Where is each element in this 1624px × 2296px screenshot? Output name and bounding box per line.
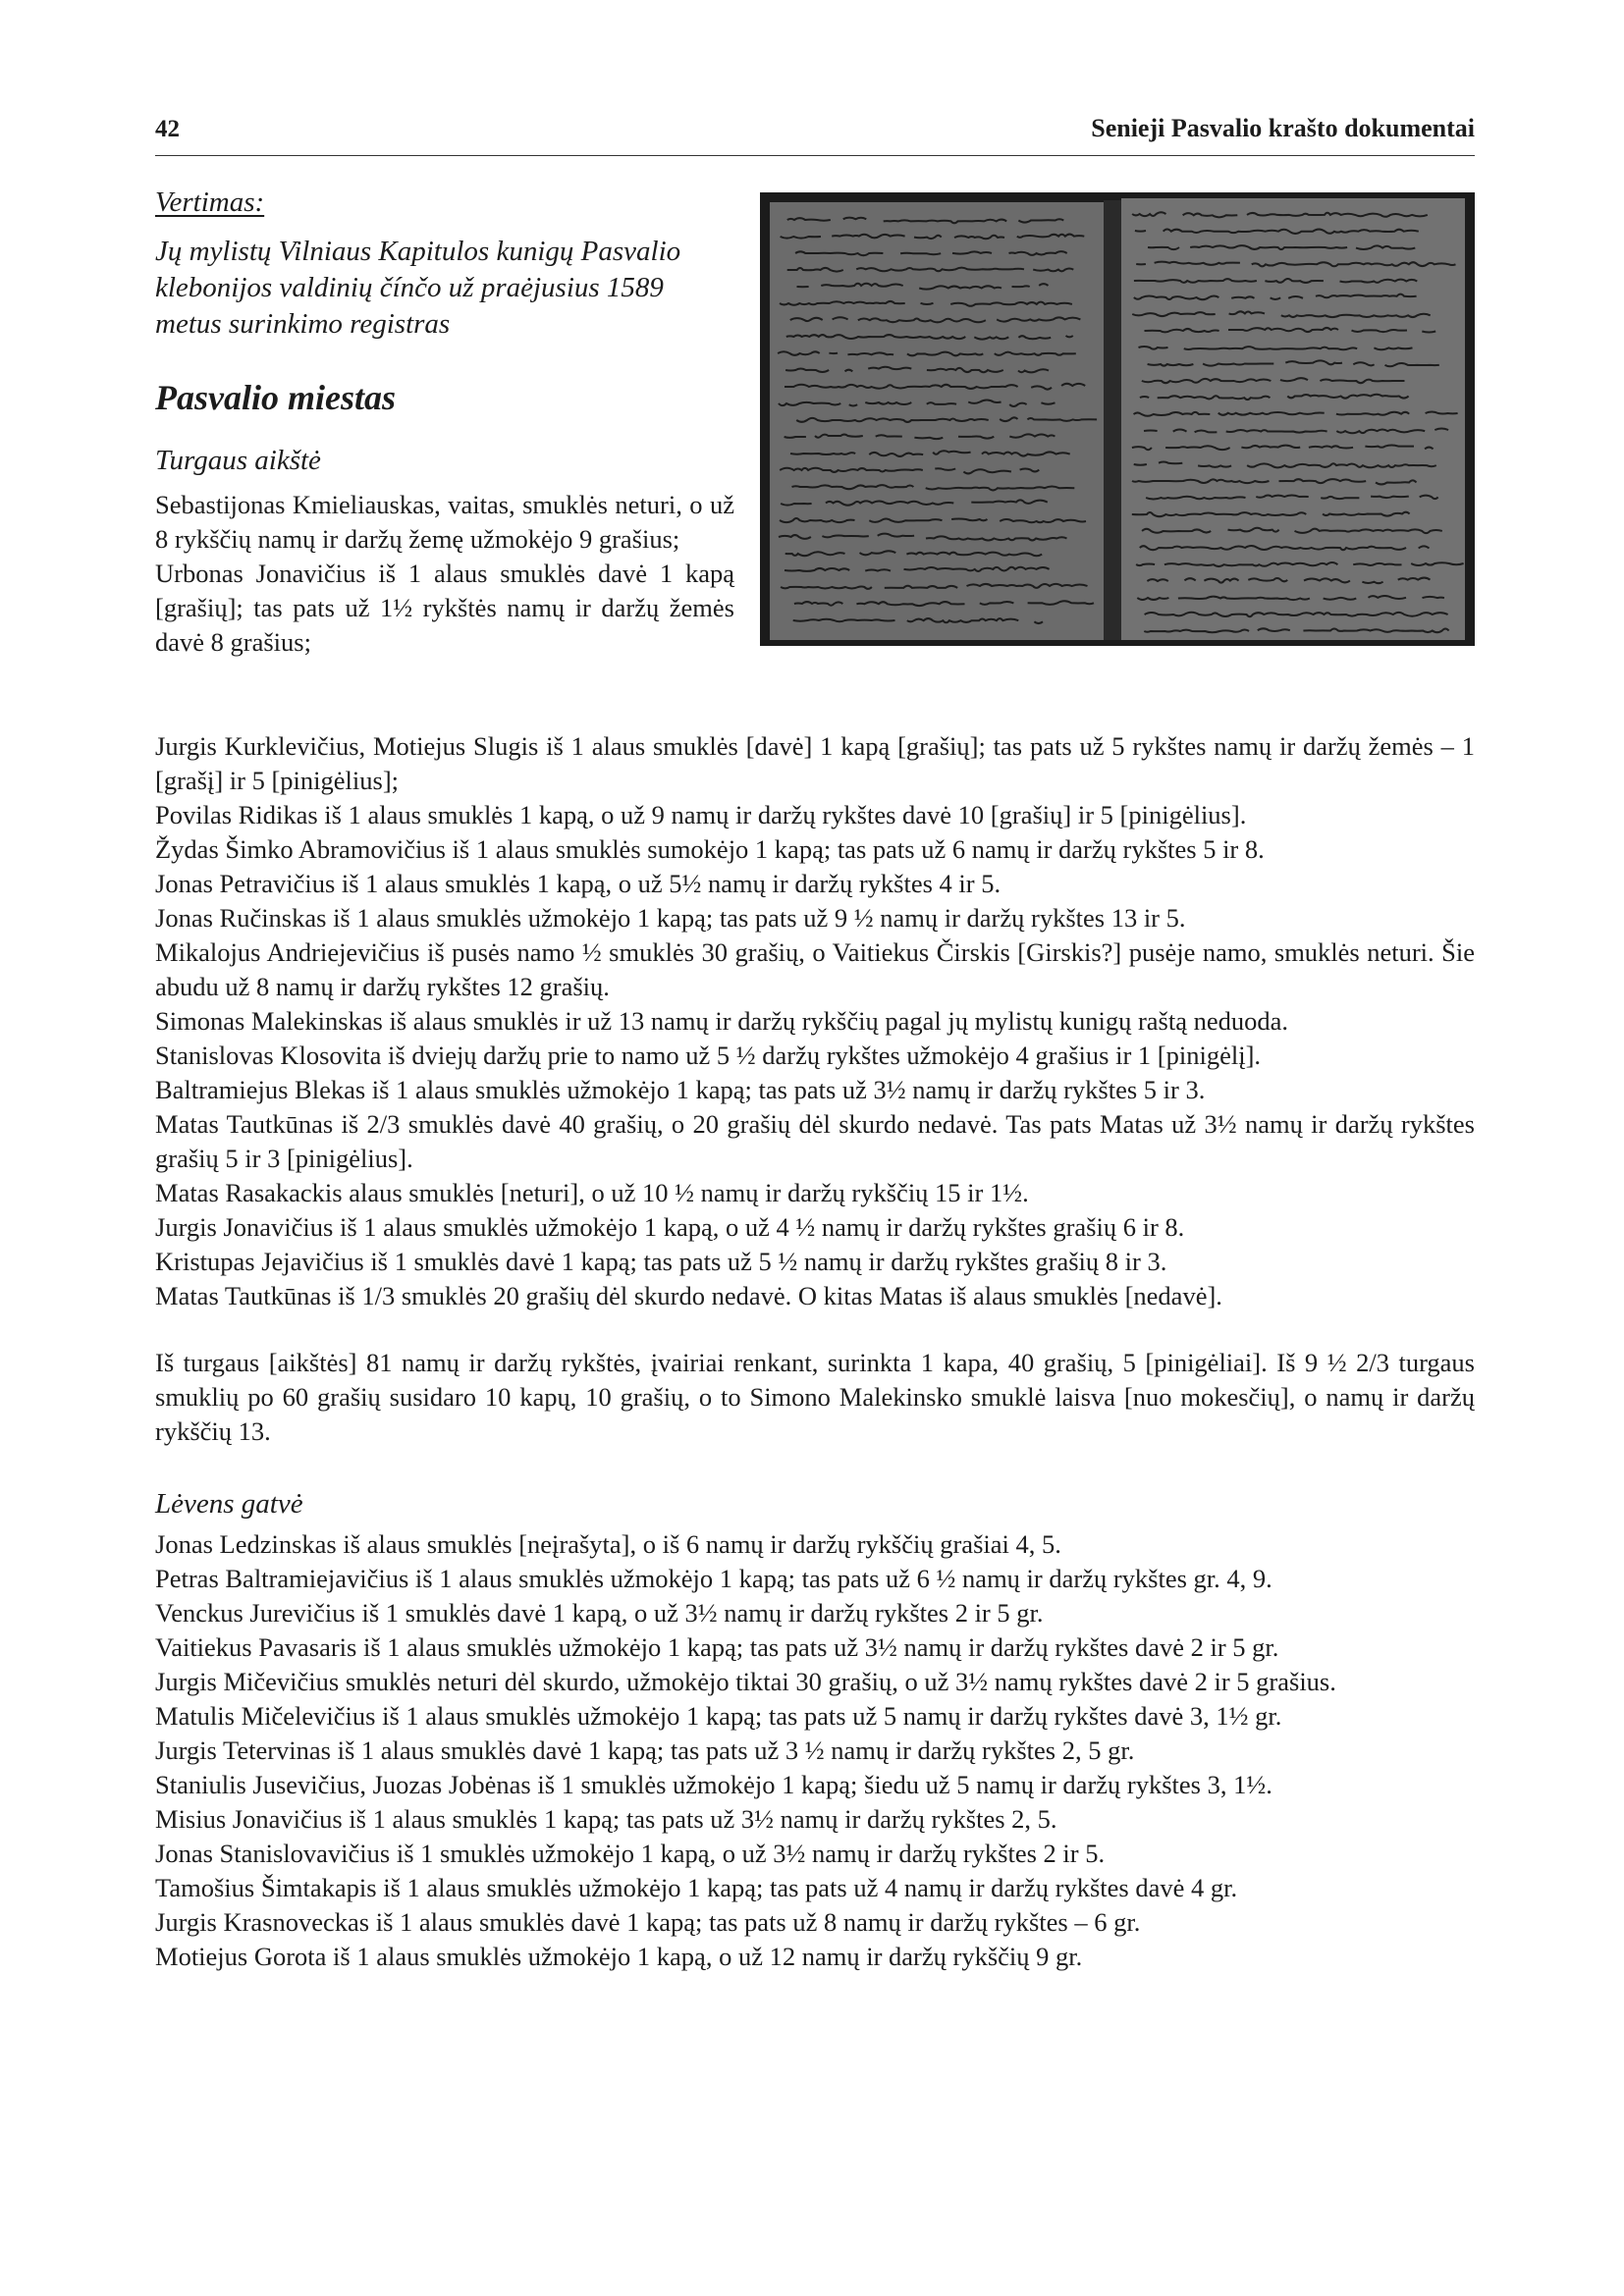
list-item: Jonas Ručinskas iš 1 alaus smuklės užmokėjo 1 kapą; tas pats už 9 ½ namų ir daržų rykštes 13 ir 5. bbox=[155, 903, 1186, 933]
market-square-summary: Iš turgaus [aikštės] 81 namų ir daržų rykštės, įvairiai renkant, surinkta 1 kapa, 40 grašių, 5 [pinigėliai]. Iš 9 ½ 2/3 turgaus smuklių po 60 grašių susidaro 10 kapų, 10 grašių, o to Simono Malekinsko smuklė laisva [nuo mokesčių], o namų ir daržų rykščių 13. bbox=[155, 1348, 1475, 1446]
list-item: Urbonas Jonavičius iš 1 alaus smuklės davė 1 kapą [grašių]; tas pats už 1½ rykštės namų ir daržų žemės davė 8 grašius; bbox=[155, 559, 734, 657]
list-item: Jurgis Kurklevičius, Motiejus Slugis iš 1 alaus smuklės [davė] 1 kapą [grašių]; tas pats už 5 rykštes namų ir daržų žemės – 1 [grašį] ir 5 [pinigėlius]; bbox=[155, 731, 1475, 795]
list-item: Kristupas Jejavičius iš 1 smuklės davė 1 kapą; tas pats už 5 ½ namų ir daržų rykštes grašių 8 ir 3. bbox=[155, 1247, 1167, 1276]
list-item: Sebastijonas Kmieliauskas, vaitas, smuklės neturi, o už 8 rykščių namų ir daržų žemę užmokėjo 9 grašius; bbox=[155, 490, 734, 554]
market-square-entries bbox=[155, 729, 1475, 1313]
list-item: Jonas Petravičius iš 1 alaus smuklės 1 kapą, o už 5½ namų ir daržų rykštes 4 ir 5. bbox=[155, 869, 1001, 898]
list-item: Baltramiejus Blekas iš 1 alaus smuklės užmokėjo 1 kapą; tas pats už 3½ namų ir daržų rykštes 5 ir 3. bbox=[155, 1075, 1206, 1104]
list-item: Jurgis Krasnoveckas iš 1 alaus smuklės davė 1 kapą; tas pats už 8 namų ir daržų rykštes – 6 gr. bbox=[155, 1907, 1141, 1937]
list-item: Petras Baltramiejavičius iš 1 alaus smuklės užmokėjo 1 kapą; tas pats už 6 ½ namų ir daržų rykštes gr. 4, 9. bbox=[155, 1564, 1272, 1593]
list-item: Simonas Malekinskas iš alaus smuklės ir už 13 namų ir daržų rykščių pagal jų mylistų kunigų raštą neduoda. bbox=[155, 1006, 1289, 1036]
translation-label: Vertimas: bbox=[155, 187, 265, 218]
list-item: Motiejus Gorota iš 1 alaus smuklės užmokėjo 1 kapą, o už 12 namų ir daržų rykščių 9 gr. bbox=[155, 1942, 1083, 1971]
place-heading: Pasvalio miestas bbox=[155, 378, 396, 417]
page-number: 42 bbox=[155, 116, 180, 142]
list-item: Matulis Mičelevičius iš 1 alaus smuklės užmokėjo 1 kapą; tas pats už 5 namų ir daržų rykštes davė 3, 1½ gr. bbox=[155, 1701, 1282, 1731]
section-heading-market-square: Turgaus aikštė bbox=[155, 445, 321, 476]
list-item: Jurgis Tetervinas iš 1 alaus smuklės davė 1 kapą; tas pats už 3 ½ namų ir daržų rykštes 2, 5 gr. bbox=[155, 1735, 1135, 1765]
document-title: Jų mylistų Vilniaus Kapitulos kunigų Pasvalio klebonijos valdinių čínčo už praėjusius 1589 metus surinkimo registras bbox=[155, 236, 681, 340]
list-item: Misius Jonavičius iš 1 alaus smuklės 1 kapą; tas pats už 3½ namų ir daržų rykštes 2, 5. bbox=[155, 1804, 1057, 1834]
page-header bbox=[155, 110, 1475, 156]
main-text bbox=[155, 729, 1475, 1974]
list-item: Mikalojus Andriejevičius iš pusės namo ½ smuklės 30 grašių, o Vaitiekus Čirskis [Girskis?] pusėje namo, smuklės neturi. Šie abudu už 8 namų ir daržų rykštes 12 grašių. bbox=[155, 937, 1475, 1001]
left-column bbox=[155, 185, 734, 660]
list-item: Jonas Ledzinskas iš alaus smuklės [neįrašyta], o iš 6 namų ir daržų rykščių grašiai 4, 5. bbox=[155, 1529, 1061, 1559]
section-heading-leven-street: Lėvens gatvė bbox=[155, 1488, 303, 1520]
running-title: Senieji Pasvalio krašto dokumentai bbox=[1091, 114, 1475, 142]
list-item: Stanislovas Klosovita iš dviejų daržų prie to namo už 5 ½ daržų rykštes užmokėjo 4 grašius ir 1 [pinigėlį]. bbox=[155, 1041, 1262, 1070]
list-item: Staniulis Jusevičius, Juozas Jobėnas iš 1 smuklės užmokėjo 1 kapą; šiedu už 5 namų ir daržų rykštes 3, 1½. bbox=[155, 1770, 1272, 1799]
list-item: Matas Tautkūnas iš 2/3 smuklės davė 40 grašių, o 20 grašių dėl skurdo nedavė. Tas pats Matas už 3½ namų ir daržų rykštes grašių 5 ir 3 [pinigėlius]. bbox=[155, 1109, 1475, 1173]
list-item: Tamošius Šimtakapis iš 1 alaus smuklės užmokėjo 1 kapą; tas pats už 4 namų ir daržų rykštes davė 4 gr. bbox=[155, 1873, 1238, 1902]
list-item: Jurgis Mičevičius smuklės neturi dėl skurdo, užmokėjo tiktai 30 grašių, o už 3½ namų rykštes davė 2 ir 5 grašius. bbox=[155, 1667, 1336, 1696]
list-item: Povilas Ridikas iš 1 alaus smuklės 1 kapą, o už 9 namų ir daržų rykštes davė 10 [grašių] ir 5 [pinigėlius]. bbox=[155, 800, 1247, 829]
list-item: Vaitiekus Pavasaris iš 1 alaus smuklės užmokėjo 1 kapą; tas pats už 3½ namų ir daržų rykštes davė 2 ir 5 gr. bbox=[155, 1632, 1279, 1662]
list-item: Jonas Stanislovavičius iš 1 smuklės užmokėjo 1 kapą, o už 3½ namų ir daržų rykštes 2 ir 5. bbox=[155, 1839, 1106, 1868]
manuscript-photo bbox=[760, 192, 1475, 646]
list-item: Žydas Šimko Abramovičius iš 1 alaus smuklės sumokėjo 1 kapą; tas pats už 6 namų ir daržų rykštes 5 ir 8. bbox=[155, 834, 1265, 864]
list-item: Venckus Jurevičius iš 1 smuklės davė 1 kapą, o už 3½ namų ir daržų rykštes 2 ir 5 gr. bbox=[155, 1598, 1044, 1628]
manuscript-facsimile bbox=[760, 192, 1475, 646]
entries-beside-image bbox=[155, 488, 734, 660]
leven-street-entries bbox=[155, 1527, 1475, 1974]
list-item: Matas Tautkūnas iš 1/3 smuklės 20 grašių dėl skurdo nedavė. O kitas Matas iš alaus smuklės [nedavė]. bbox=[155, 1281, 1222, 1310]
list-item: Jurgis Jonavičius iš 1 alaus smuklės užmokėjo 1 kapą, o už 4 ½ namų ir daržų rykštes grašių 6 ir 8. bbox=[155, 1212, 1185, 1242]
list-item: Matas Rasakackis alaus smuklės [neturi], o už 10 ½ namų ir daržų rykščių 15 ir 1½. bbox=[155, 1178, 1029, 1207]
